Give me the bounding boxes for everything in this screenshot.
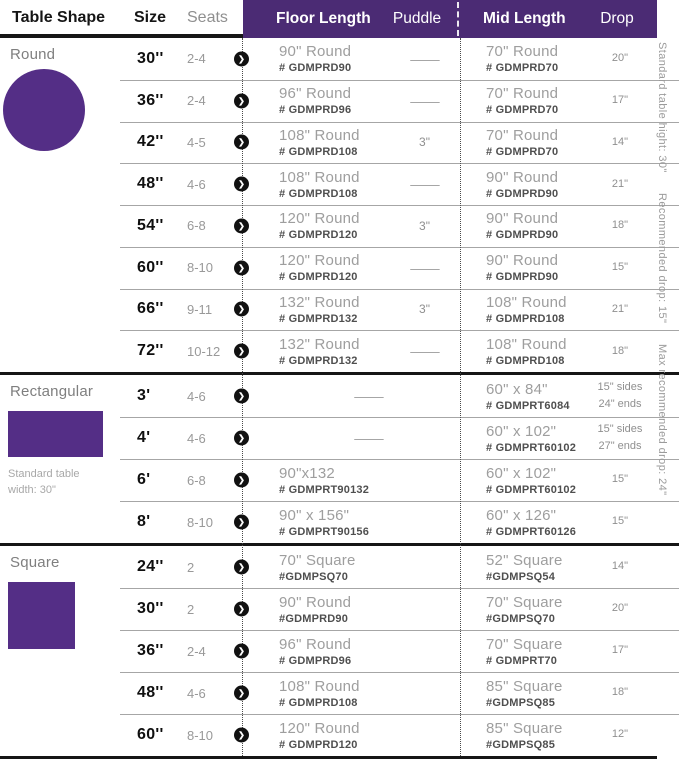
mid-length-value: 60" x 102" [486, 422, 557, 440]
cell-puddle: 3" [419, 302, 430, 317]
floor-length-value: 108" Round [279, 677, 360, 695]
cell-seats: 2-4 [187, 93, 206, 109]
table-row [100, 672, 679, 714]
cell-size: 66'' [137, 300, 164, 318]
shape-icon [8, 411, 103, 457]
cell-floor-length [279, 465, 389, 496]
mid-length-code: # GDMPRD90 [486, 271, 559, 284]
cell-floor-length [279, 43, 389, 74]
mid-length-code: #GDMPSQ70 [486, 612, 556, 625]
drop-value: 17" [611, 94, 629, 107]
chevron-right-circle-icon: ❯ [234, 389, 249, 404]
floor-length-value: 108" Round [279, 126, 360, 144]
cell-seats: 4-6 [187, 388, 206, 404]
cell-size: 3' [137, 387, 151, 404]
cell-seats: 8-10 [187, 514, 214, 530]
floor-length-value: 120" Round [279, 210, 360, 228]
table-row [100, 38, 679, 80]
floor-length-value: 132" Round [279, 293, 360, 311]
cell-floor-length [279, 678, 389, 709]
shape-label: Round [10, 46, 56, 63]
floor-length-code: # GDMPRD96 [279, 104, 352, 117]
mid-length-value: 60" x 126" [486, 506, 557, 524]
header-left-band [0, 0, 243, 38]
floor-length-code: # GDMPRD108 [279, 696, 358, 709]
shape-column [0, 38, 100, 372]
cell-floor-length [279, 127, 389, 158]
table-row [100, 163, 679, 205]
table-row [100, 247, 679, 289]
mid-length-code: # GDMPRD70 [486, 145, 559, 158]
mid-length-value: 85" Square [486, 719, 563, 737]
cell-drop [583, 726, 657, 743]
mid-length-code: # GDMPRD70 [486, 62, 559, 75]
mid-length-code: # GDMPRT60102 [486, 483, 577, 496]
cell-seats: 4-6 [187, 176, 206, 192]
mid-length-code: #GDMPSQ85 [486, 738, 556, 751]
cell-mid-length [460, 594, 583, 625]
cell-puddle: — [409, 259, 440, 276]
table-row [100, 375, 679, 417]
cell-seats: 4-6 [187, 430, 206, 446]
cell-seats: 2-4 [187, 643, 206, 659]
mid-length-code: # GDMPRT60102 [486, 441, 577, 454]
floor-length-value: 120" Round [279, 252, 360, 270]
drop-value-secondary: 27" ends [598, 440, 642, 452]
shape-label: Rectangular [10, 383, 94, 400]
table-row [100, 289, 679, 331]
mid-length-value: 85" Square [486, 677, 563, 695]
side-note [656, 42, 668, 512]
mid-length-code: # GDMPRD108 [486, 312, 565, 325]
mid-length-value: 52" Square [486, 551, 563, 569]
table-row [100, 630, 679, 672]
drop-value: 21" [611, 302, 629, 315]
drop-value: 15" [611, 261, 629, 274]
cell-puddle: — [409, 176, 440, 193]
mid-length-value: 108" Round [486, 293, 567, 311]
cell-mid-length [460, 507, 583, 538]
cell-size: 6' [137, 471, 151, 488]
floor-length-value: 120" Round [279, 719, 360, 737]
floor-length-value: 90" Round [279, 593, 352, 611]
cell-drop [583, 421, 657, 455]
chevron-right-circle-icon: ❯ [234, 218, 249, 233]
cell-size: 36'' [137, 642, 164, 659]
floor-length-code: # GDMPRT90156 [279, 525, 370, 538]
floor-length-value: 108" Round [279, 168, 360, 186]
cell-drop [583, 600, 657, 617]
cell-puddle: — [409, 343, 440, 360]
floor-length-code: #GDMPSQ70 [279, 570, 349, 583]
floor-length-code: # GDMPRD120 [279, 738, 358, 751]
chevron-right-circle-icon: ❯ [234, 302, 249, 317]
cell-drop [583, 259, 657, 276]
cell-seats: 6-8 [187, 472, 206, 488]
cell-seats: 8-10 [187, 260, 214, 276]
mid-length-code: #GDMPSQ85 [486, 696, 556, 709]
section-rows [100, 375, 679, 543]
cell-size: 48'' [137, 175, 164, 193]
cell-seats: 2 [187, 559, 195, 575]
table-row [100, 122, 679, 164]
chevron-right-circle-icon: ❯ [234, 135, 249, 150]
chevron-right-circle-icon: ❯ [234, 515, 249, 530]
cell-floor-length [279, 169, 389, 200]
chevron-right-circle-icon: ❯ [234, 473, 249, 488]
col-header-seats: Seats [187, 9, 228, 26]
drop-value: 12" [611, 728, 629, 741]
table-row [100, 205, 679, 247]
drop-value: 15" sides [597, 380, 643, 393]
chevron-right-circle-icon: ❯ [234, 51, 249, 66]
cell-floor-length [279, 507, 389, 538]
cell-drop [583, 379, 657, 413]
table-row [100, 417, 679, 459]
drop-value: 15" sides [597, 422, 643, 435]
cell-drop [583, 217, 657, 234]
drop-value: 20" [611, 602, 629, 615]
header-purple-band [243, 0, 657, 38]
cell-drop [583, 513, 657, 530]
drop-value: 15" [611, 515, 629, 528]
header-dashed-divider [457, 2, 459, 36]
drop-value: 14" [611, 560, 629, 573]
cell-drop [583, 134, 657, 151]
cell-size: 60'' [137, 258, 164, 276]
shape-label: Square [10, 554, 60, 571]
cell-drop [583, 92, 657, 109]
cell-size: 4' [137, 429, 151, 446]
cell-size: 72'' [137, 342, 164, 360]
cell-floor-length [279, 294, 389, 325]
mid-length-code: # GDMPRT6084 [486, 399, 570, 412]
side-note-standard-height: Standard table hight: 30" [656, 42, 668, 173]
cell-size: 8' [137, 513, 151, 530]
cell-floor-length [279, 388, 460, 405]
drop-value: 18" [611, 219, 629, 232]
chevron-right-circle-icon: ❯ [234, 93, 249, 108]
cell-size: 30'' [137, 49, 164, 67]
mid-length-code: #GDMPSQ54 [486, 570, 556, 583]
cell-size: 24'' [137, 558, 164, 575]
mid-length-value: 70" Round [486, 43, 559, 61]
mid-length-value: 108" Round [486, 335, 567, 353]
shape-section [0, 38, 679, 372]
mid-length-value: 90" Round [486, 210, 559, 228]
cell-drop [583, 176, 657, 193]
chevron-right-circle-icon: ❯ [234, 686, 249, 701]
drop-value: 18" [611, 686, 629, 699]
floor-length-code: # GDMPRD120 [279, 229, 358, 242]
cell-seats: 2 [187, 601, 195, 617]
cell-puddle: — [409, 50, 440, 67]
cell-size: 48'' [137, 684, 164, 701]
shape-icon [8, 582, 75, 649]
chevron-right-circle-icon: ❯ [234, 644, 249, 659]
cell-drop [583, 684, 657, 701]
chevron-right-circle-icon: ❯ [234, 344, 249, 359]
dotted-divider-mid [460, 38, 461, 756]
mid-length-code: # GDMPRD90 [486, 229, 559, 242]
cell-mid-length [460, 169, 583, 200]
drop-value-secondary: 24" ends [598, 398, 642, 410]
section-rows [100, 38, 679, 372]
cell-floor-length [279, 720, 389, 751]
cell-mid-length [460, 210, 583, 241]
table-row [100, 80, 679, 122]
cell-mid-length [460, 552, 583, 583]
table-row [100, 501, 679, 543]
cell-seats: 2-4 [187, 51, 206, 67]
floor-length-code: # GDMPRD108 [279, 187, 358, 200]
floor-length-code: #GDMPRD90 [279, 612, 349, 625]
drop-value: 20" [611, 52, 629, 65]
shape-icon [3, 69, 85, 151]
mid-length-value: 60" x 102" [486, 464, 557, 482]
floor-length-code: # GDMPRD132 [279, 312, 358, 325]
cell-mid-length [460, 336, 583, 367]
cell-mid-length [460, 85, 583, 116]
col-header-puddle: Puddle [392, 10, 442, 27]
cell-seats: 8-10 [187, 727, 214, 743]
mid-length-value: 70" Square [486, 635, 563, 653]
cell-mid-length [460, 678, 583, 709]
chevron-right-circle-icon: ❯ [234, 260, 249, 275]
mid-length-value: 90" Round [486, 252, 559, 270]
floor-length-code: # GDMPRT90132 [279, 483, 370, 496]
cell-seats: 4-5 [187, 134, 206, 150]
floor-length-value: 132" Round [279, 335, 360, 353]
cell-puddle: 3" [419, 218, 430, 233]
floor-length-value: 90" x 156" [279, 506, 350, 524]
cell-mid-length [460, 381, 583, 412]
mid-length-code: # GDMPRT70 [486, 654, 558, 667]
cell-mid-length [460, 43, 583, 74]
cell-floor-length [279, 636, 389, 667]
floor-length-value: — [354, 429, 385, 446]
table-row [100, 714, 679, 756]
col-header-floor-length: Floor Length [276, 10, 371, 27]
mid-length-value: 70" Square [486, 593, 563, 611]
mid-length-value: 60" x 84" [486, 380, 548, 398]
cell-size: 54'' [137, 216, 164, 234]
cell-drop [583, 642, 657, 659]
cell-floor-length [279, 594, 389, 625]
shape-column [0, 375, 100, 543]
floor-length-value: 96" Round [279, 85, 352, 103]
table-row [100, 459, 679, 501]
cell-seats: 4-6 [187, 685, 206, 701]
drop-value: 17" [611, 644, 629, 657]
cell-floor-length [279, 430, 460, 447]
shape-section [0, 543, 679, 756]
cell-size: 60'' [137, 726, 164, 743]
cell-drop [583, 301, 657, 318]
drop-value: 15" [611, 473, 629, 486]
table-row [100, 588, 679, 630]
mid-length-value: 70" Round [486, 85, 559, 103]
floor-length-value: 90"x132 [279, 464, 335, 482]
chevron-right-circle-icon: ❯ [234, 602, 249, 617]
floor-length-value: 70" Square [279, 551, 356, 569]
mid-length-value: 70" Round [486, 126, 559, 144]
cell-mid-length [460, 465, 583, 496]
drop-value: 14" [611, 135, 629, 148]
shape-section [0, 372, 679, 543]
mid-length-code: # GDMPRD70 [486, 104, 559, 117]
cell-floor-length [279, 85, 389, 116]
chevron-right-circle-icon: ❯ [234, 728, 249, 743]
cell-floor-length [279, 336, 389, 367]
cell-seats: 9-11 [187, 301, 213, 317]
col-header-table-shape: Table Shape [12, 9, 106, 26]
shape-column [0, 546, 100, 756]
table-row [100, 330, 679, 372]
drop-value: 21" [611, 177, 629, 190]
mid-length-code: # GDMPRD90 [486, 187, 559, 200]
table-row [100, 546, 679, 588]
floor-length-value: 96" Round [279, 635, 352, 653]
drop-value: 18" [611, 344, 629, 357]
cell-drop [583, 471, 657, 488]
chevron-right-circle-icon: ❯ [234, 177, 249, 192]
cell-drop [583, 343, 657, 360]
cell-seats: 6-8 [187, 218, 206, 234]
chart-body [0, 38, 679, 756]
floor-length-code: # GDMPRD90 [279, 62, 352, 75]
col-header-size: Size [134, 9, 167, 26]
floor-length-code: # GDMPRD132 [279, 354, 358, 367]
chevron-right-circle-icon: ❯ [234, 560, 249, 575]
cell-floor-length [279, 552, 389, 583]
side-note-max-drop: Max recommended drop: 24" [656, 343, 668, 496]
cell-floor-length [279, 252, 389, 283]
cell-seats: 10-12 [187, 343, 221, 359]
cell-mid-length [460, 252, 583, 283]
cell-puddle: 3" [419, 135, 430, 150]
cell-drop [583, 558, 657, 575]
cell-size: 42'' [137, 133, 164, 151]
chevron-right-circle-icon: ❯ [234, 431, 249, 446]
cell-mid-length [460, 127, 583, 158]
section-rows [100, 546, 679, 756]
cell-mid-length [460, 720, 583, 751]
cell-drop [583, 50, 657, 67]
cell-mid-length [460, 294, 583, 325]
floor-length-code: # GDMPRD96 [279, 654, 352, 667]
col-header-drop: Drop [600, 10, 634, 27]
floor-length-value: — [354, 387, 385, 404]
chart-header [0, 0, 679, 38]
cell-mid-length [460, 423, 583, 454]
floor-length-code: # GDMPRD108 [279, 145, 358, 158]
cell-size: 36'' [137, 91, 164, 109]
side-note-recommended-drop: Recommended drop: 15" [656, 193, 668, 324]
cell-floor-length [279, 210, 389, 241]
cell-puddle: — [409, 92, 440, 109]
mid-length-code: # GDMPRT60126 [486, 525, 577, 538]
floor-length-value: 90" Round [279, 43, 352, 61]
mid-length-value: 90" Round [486, 168, 559, 186]
cell-size: 30'' [137, 600, 164, 617]
mid-length-code: # GDMPRD108 [486, 354, 565, 367]
col-header-mid-length: Mid Length [483, 10, 566, 27]
cell-mid-length [460, 636, 583, 667]
shape-note: Standard table width: 30" [8, 468, 80, 496]
floor-length-code: # GDMPRD120 [279, 271, 358, 284]
